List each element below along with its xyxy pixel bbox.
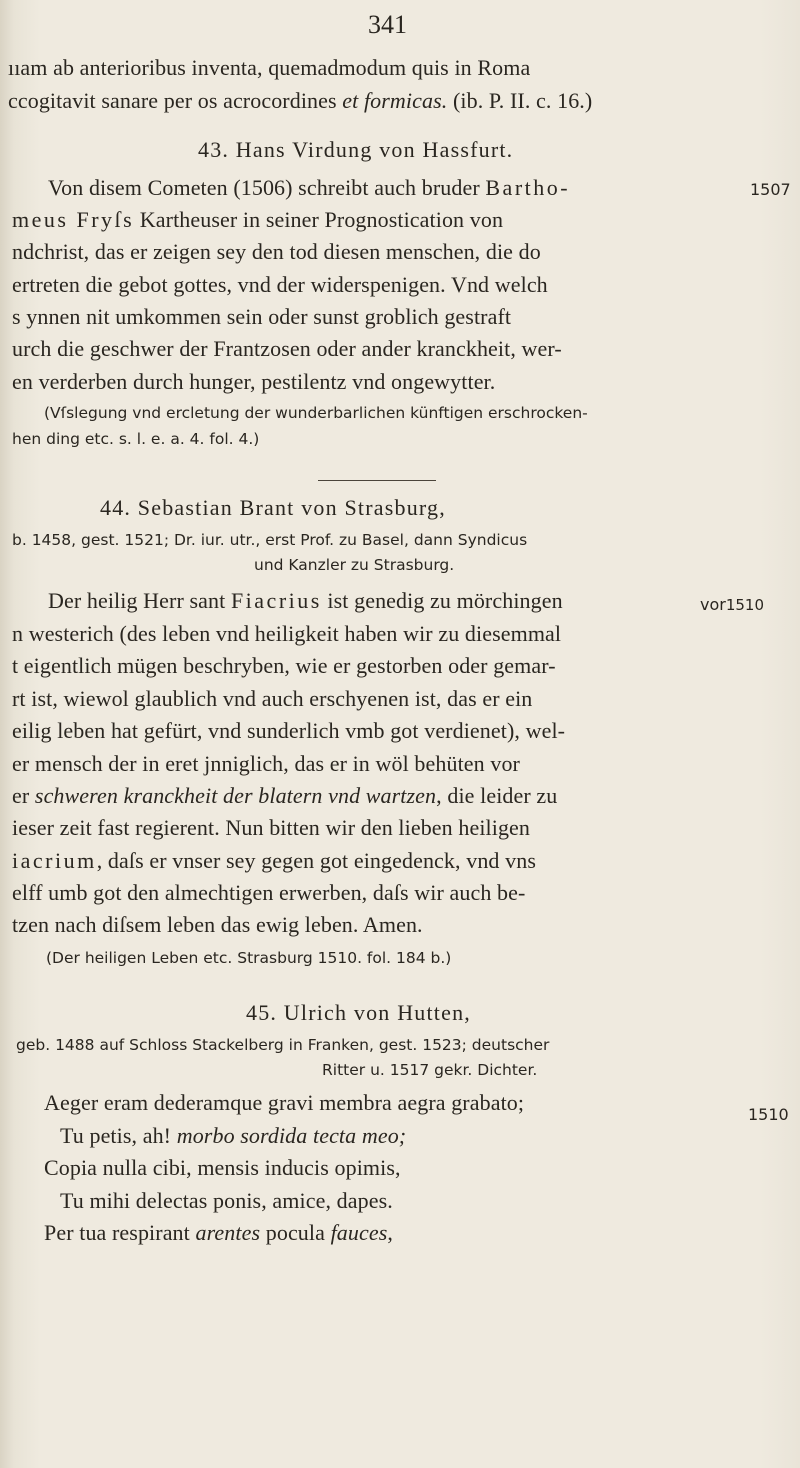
citation: hen ding etc. s. l. e. a. 4. fol. 4.)	[12, 430, 260, 448]
margin-year: vor1510	[700, 595, 765, 614]
verse-line: Aeger eram dederamque gravi membra aegra grabato;	[44, 1090, 525, 1115]
subtitle: b. 1458, gest. 1521; Dr. iur. utr., erst Prof. zu Basel, dann Syndicus	[12, 531, 528, 549]
text-line: s ynnen nit umkommen sein oder sunst groblich gestraft	[12, 304, 512, 329]
citation: (Vſslegung vnd ercletung der wunderbarlichen künftigen erschrocken-	[44, 404, 588, 422]
text-line: urch die geschwer der Frantzosen oder ander kranckheit, wer-	[12, 336, 562, 361]
margin-year: 1510	[748, 1105, 789, 1124]
verse-line: Tu mihi delectas ponis, amice, dapes.	[60, 1188, 393, 1213]
text-line: ııam ab anterioribus inventa, quemadmodum quis in Roma	[8, 55, 531, 80]
text-line: tzen nach diſsem leben das ewig leben. Amen.	[12, 912, 423, 937]
margin-year: 1507	[750, 180, 791, 199]
subtitle: geb. 1488 auf Schloss Stackelberg in Franken, gest. 1523; deutscher	[16, 1036, 550, 1054]
page-number: 341	[368, 10, 407, 39]
subtitle: und Kanzler zu Strasburg.	[254, 556, 455, 574]
section-heading-43: 43. Hans Virdung von Hassfurt.	[198, 137, 514, 162]
verse-line: Per tua respirant arentes pocula fauces,	[44, 1220, 394, 1245]
text-line: eilig leben hat gefürt, vnd sunderlich vmb got verdienet), wel-	[12, 718, 566, 743]
text-line: Der heilig Herr sant Fiacrius ist genedig zu mörchingen	[48, 588, 563, 613]
text-line: ieser zeit fast regierent. Nun bitten wir den lieben heiligen	[12, 815, 531, 840]
text-line: ertreten die gebot gottes, vnd der widerspenigen. Vnd welch	[12, 272, 548, 297]
text-line: ccogitavit sanare per os acrocordines et formicas. (ib. P. II. c. 16.)	[8, 88, 593, 113]
text-line: t eigentlich mügen beschryben, wie er gestorben oder gemar-	[12, 653, 556, 678]
section-heading-45: 45. Ulrich von Hutten,	[246, 1000, 471, 1025]
verse-line: Copia nulla cibi, mensis inducis opimis,	[44, 1155, 401, 1180]
citation: (Der heiligen Leben etc. Strasburg 1510. fol. 184 b.)	[46, 949, 452, 967]
section-heading-44: 44. Sebastian Brant von Strasburg,	[100, 495, 446, 520]
text-line: n westerich (des leben vnd heiligkeit haben wir zu diesemmal	[12, 621, 562, 646]
section-divider	[318, 480, 436, 481]
text-line: elff umb got den almechtigen erwerben, daſs wir auch be-	[12, 880, 526, 905]
text-line: er schweren kranckheit der blatern vnd wartzen, die leider zu	[12, 783, 558, 808]
subtitle: Ritter u. 1517 gekr. Dichter.	[322, 1061, 538, 1079]
text-line: Von disem Cometen (1506) schreibt auch bruder Bartho-	[48, 175, 571, 200]
text-line: ndchrist, das er zeigen sey den tod diesen menschen, die do	[12, 239, 541, 264]
text-line: rt ist, wiewol glaublich vnd auch erschyenen ist, das er ein	[12, 686, 533, 711]
text-line: iacrium, daſs er vnser sey gegen got eingedenck, vnd vns	[12, 848, 536, 873]
verse-line: Tu petis, ah! morbo sordida tecta meo;	[60, 1123, 407, 1148]
text-line: er mensch der in eret jnniglich, das er in wöl behüten vor	[12, 751, 520, 776]
text-line: en verderben durch hunger, pestilentz vnd ongewytter.	[12, 369, 496, 394]
text-line: meus Fryſs Kartheuser in seiner Prognostication von	[12, 207, 504, 232]
